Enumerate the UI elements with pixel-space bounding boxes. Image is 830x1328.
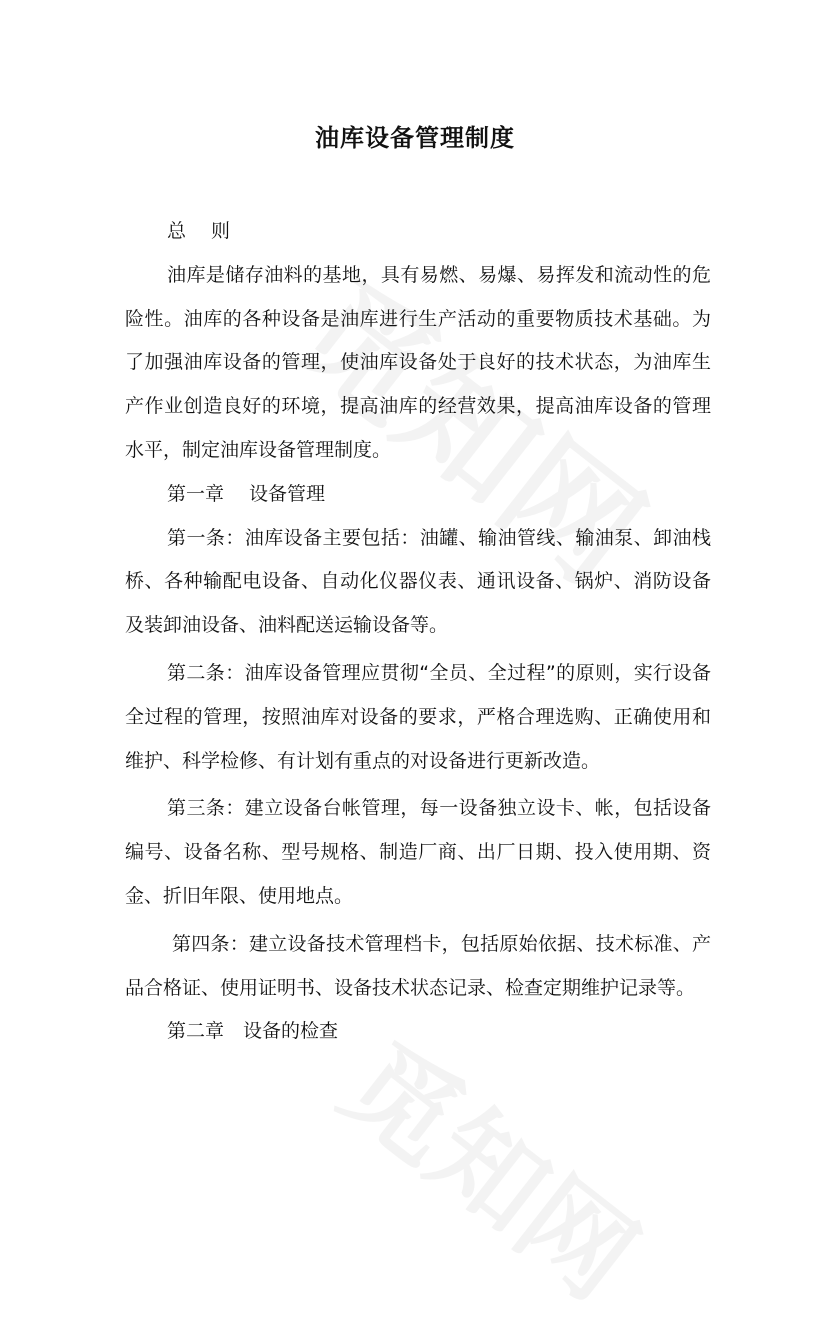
paragraph-article-4: 第四条：建立设备技术管理档卡，包括原始依据、技术标准、产品合格证、使用证明书、设备技术状态记录、检查定期维护记录等。 [125,932,711,999]
paragraph-article-3: 第三条：建立设备台帐管理，每一设备独立设卡、帐，包括设备编号、设备名称、型号规格、制造厂商、出厂日期、投入使用期、资金、折旧年限、使用地点。 [125,797,711,907]
paragraph-article-1: 第一条：油库设备主要包括：油罐、输油管线、输油泵、卸油栈桥、各种输配电设备、自动化仪器仪表、通讯设备、锅炉、消防设备及装卸油设备、油料配送运输设备等。 [125,526,711,637]
document-title: 油库设备管理制度 [315,124,515,152]
document-body [125,210,711,1054]
paragraph-article-2: 第二条：油库设备管理应贯彻“全员、全过程”的原则，实行设备全过程的管理，按照油库对设备的要求，严格合理选购、正确使用和维护、科学检修、有计划有重点的对设备进行更新改造。 [125,661,711,772]
section-heading-general: 总 则 [167,220,231,242]
paragraph-general: 油库是储存油料的基地，具有易燃、易爆、易挥发和流动性的危险性。油库的各种设备是油库进行生产活动的重要物质技术基础。为了加强油库设备的管理，使油库设备处于良好的技术状态，为油库生产作业创造良好的环境，提高油库的经营效果，提高油库设备的管理水平，制定油库设备管理制度。 [125,263,711,461]
chapter-heading-1: 第一章 设备管理 [167,482,326,505]
chapter-heading-2: 第二章 设备的检查 [167,1020,339,1043]
